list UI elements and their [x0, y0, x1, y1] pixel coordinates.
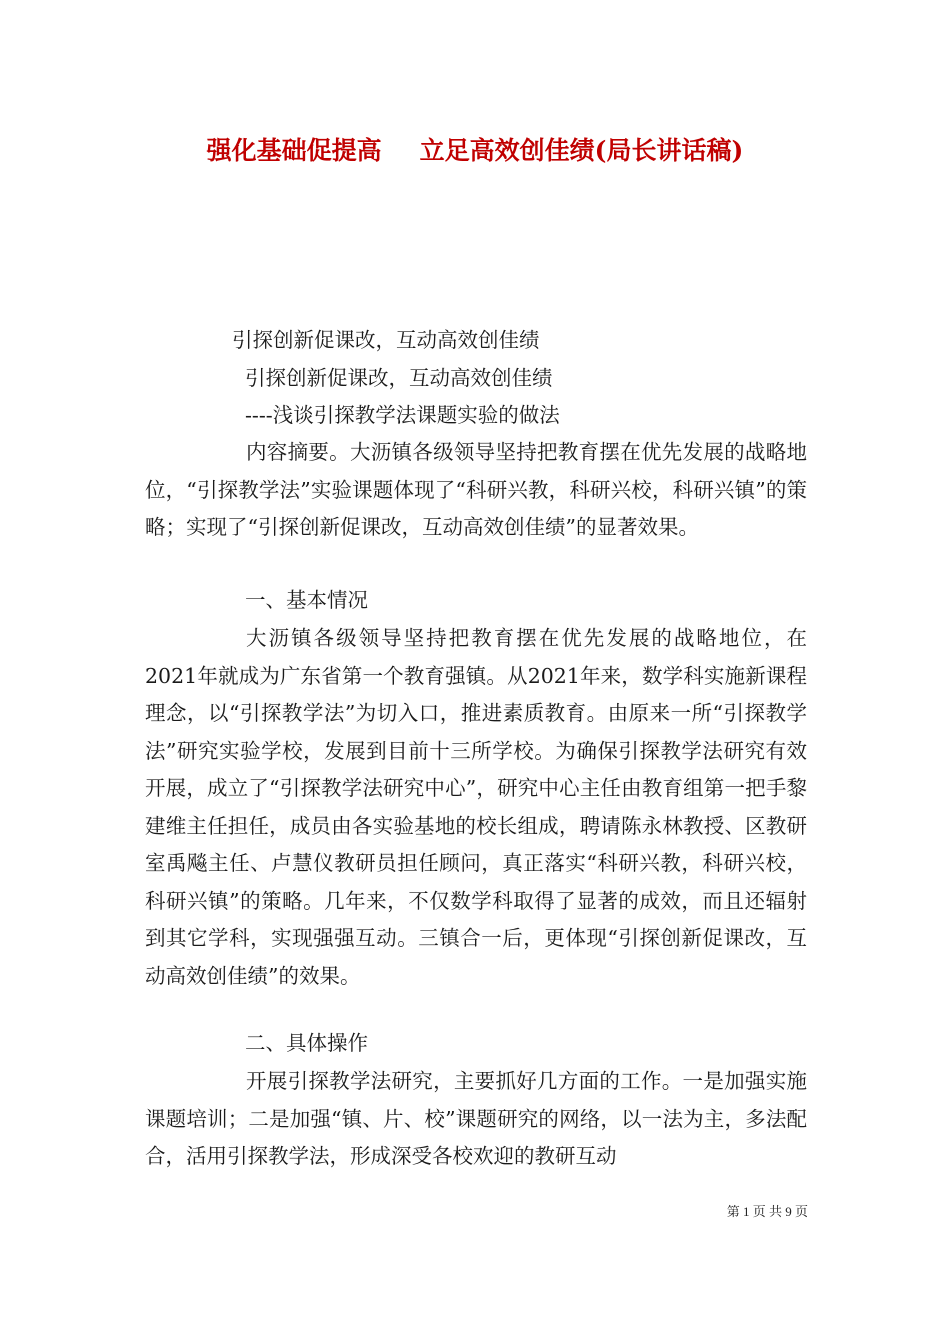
title-part-1: 强化基础促提高 [206, 136, 382, 165]
section-1-paragraph: 大沥镇各级领导坚持把教育摆在优先发展的战略地位，在2021年就成为广东省第一个教育强镇。从2021年来，数学科实施新课程理念，以“引探教学法”为切入口，推进素质教育。由原来一所“引探教学法”研究实验学校，发展到目前十三所学校。为确保引探教学法研究有效开展，成立了“引探教学法研究中心”，研究中心主任由教育组第一把手黎建维主任担任，成员由各实验基地的校长组成，聘请陈永林教授、区教研室禹飚主任、卢慧仪教研员担任顾问，真正落实“科研兴教，科研兴校，科研兴镇”的策略。几年来，不仅数学科取得了显著的成效，而且还辐射到其它学科，实现强强互动。三镇合一后，更体现“引探创新促课改，互动高效创佳绩”的效果。 [145, 626, 807, 988]
section-1-heading: 一、基本情况 [245, 588, 368, 612]
subtitle-line-3: ----浅谈引探教学法课题实验的做法 [245, 403, 560, 427]
section-2-paragraph: 开展引探教学法研究，主要抓好几方面的工作。一是加强实施课题培训；二是加强“镇、片、校”课题研究的网络，以一法为主，多法配合，活用引探教学法，形成深受各校欢迎的教研互动 [145, 1069, 807, 1168]
abstract-paragraph: 内容摘要。大沥镇各级领导坚持把教育摆在优先发展的战略地位，“引探教学法”实验课题体现了“科研兴教，科研兴校，科研兴镇”的策略；实现了“引探创新促课改，互动高效创佳绩”的显著效果。 [145, 440, 807, 539]
subtitle-line-2: 引探创新促课改，互动高效创佳绩 [245, 366, 553, 390]
title-part-2: 立足高效创佳绩(局长讲话稿) [419, 136, 744, 165]
subtitle-line-1: 引探创新促课改，互动高效创佳绩 [232, 328, 540, 352]
page-number-footer: 第 1 页 共 9 页 [726, 1204, 808, 1219]
page-title [0, 134, 950, 168]
section-2-heading: 二、具体操作 [245, 1031, 368, 1055]
